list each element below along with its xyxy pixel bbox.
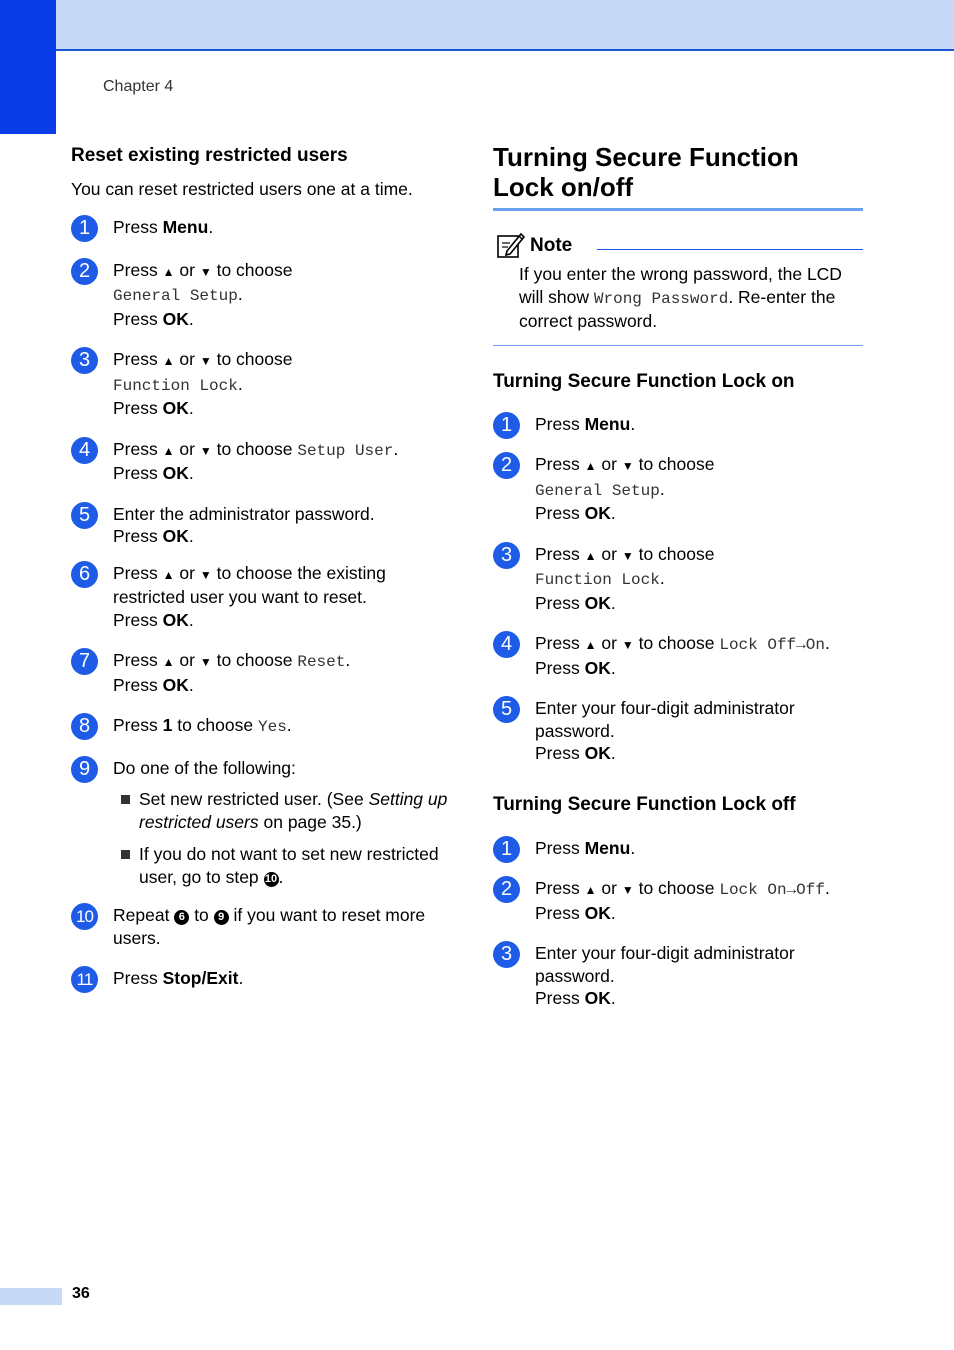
- step-number: 4: [71, 437, 98, 464]
- lcd-text: Setup User: [297, 441, 394, 460]
- chapter-tab: [0, 0, 56, 134]
- step-number: 3: [493, 542, 520, 569]
- up-arrow-icon: ▲: [584, 459, 597, 473]
- up-arrow-icon: ▲: [584, 548, 597, 563]
- step: 11 Press Stop/Exit.: [71, 967, 451, 990]
- step: 3 Enter your four-digit administrator password. Press OK.: [493, 942, 863, 1010]
- up-arrow-icon: ▲: [162, 443, 175, 458]
- step-number: 1: [493, 836, 520, 863]
- step: 9 Do one of the following: Set new restricted user. (See Setting up restricted users on page 35.) If you do not want to set new restricted user, go to step 10.: [71, 757, 451, 889]
- step: 4 Press ▲ or ▼ to choose Setup User. Press OK.: [71, 438, 451, 485]
- note-pencil-icon: [496, 231, 526, 259]
- footer-band: [0, 1288, 62, 1305]
- step: 2 Press ▲ or ▼ to choose Lock On→Off. Press OK.: [493, 877, 863, 924]
- lcd-text: Function Lock: [535, 571, 660, 589]
- step: 10 Repeat 6 to 9 if you want to reset more users.: [71, 904, 451, 949]
- step-number: 3: [493, 941, 520, 968]
- down-arrow-icon: ▼: [621, 883, 634, 897]
- lcd-text: Function Lock: [113, 376, 238, 395]
- step-number: 3: [71, 347, 98, 374]
- down-arrow-icon: ▼: [199, 264, 212, 279]
- note-title: Note: [530, 235, 573, 256]
- lcd-text: Yes: [257, 718, 287, 736]
- page-number: 36: [72, 1285, 90, 1302]
- step: 1 Press Menu.: [493, 413, 863, 436]
- step: 6 Press ▲ or ▼ to choose the existing restricted user you want to reset. Press OK.: [71, 562, 451, 632]
- lcd-text: Lock On→Off: [719, 881, 825, 899]
- step-ref-icon: 6: [174, 910, 189, 925]
- step: 2 Press ▲ or ▼ to choose General Setup. Press OK.: [493, 453, 863, 525]
- down-arrow-icon: ▼: [199, 443, 212, 458]
- step-number: 1: [493, 412, 520, 439]
- step: 2 Press ▲ or ▼ to choose General Setup. Press OK.: [71, 259, 451, 331]
- step-number: 8: [71, 713, 98, 740]
- down-arrow-icon: ▼: [621, 459, 634, 473]
- down-arrow-icon: ▼: [199, 354, 212, 368]
- step-number: 7: [71, 648, 98, 675]
- down-arrow-icon: ▼: [621, 638, 634, 652]
- step: 7 Press ▲ or ▼ to choose Reset. Press OK.: [71, 649, 451, 696]
- lcd-text: General Setup: [535, 481, 660, 500]
- header-band: [0, 0, 954, 51]
- step-number: 10: [71, 903, 98, 930]
- reset-intro: You can reset restricted users one at a time.: [71, 179, 413, 199]
- step: 3 Press ▲ or ▼ to choose Function Lock. Press OK.: [493, 543, 863, 615]
- step-number: 5: [493, 696, 520, 723]
- left-column: [71, 144, 451, 990]
- lcd-text: Lock Off→On: [719, 636, 825, 654]
- step-ref-icon: 9: [214, 910, 229, 925]
- down-arrow-icon: ▼: [199, 655, 212, 669]
- note-bottom-rule: [493, 345, 863, 346]
- step-ref-icon: 10: [264, 872, 278, 885]
- note-text: If you enter the wrong password, the LCD will show Wrong Password. Re-enter the correct password.: [519, 264, 842, 331]
- bullet-square-icon: [121, 795, 130, 804]
- step-number: 2: [71, 258, 98, 285]
- step: 5 Enter your four-digit administrator password. Press OK.: [493, 697, 863, 765]
- step: 3 Press ▲ or ▼ to choose Function Lock. Press OK.: [71, 348, 451, 420]
- step-number: 11: [71, 966, 98, 993]
- lcd-text: Wrong Password: [593, 289, 729, 308]
- step: 1 Press Menu.: [493, 837, 863, 860]
- bullet-item: If you do not want to set new restricted user, go to step 10.: [113, 843, 451, 888]
- up-arrow-icon: ▲: [162, 567, 175, 582]
- step-number: 4: [493, 631, 520, 658]
- bullet-item: Set new restricted user. (See Setting up restricted users on page 35.): [113, 788, 451, 833]
- step-number: 2: [493, 876, 520, 903]
- lcd-text: Reset: [297, 653, 346, 671]
- up-arrow-icon: ▲: [584, 883, 597, 897]
- section-title: Turning Secure Function Lock on/off: [493, 142, 799, 202]
- step: 8 Press 1 to choose Yes.: [71, 714, 451, 739]
- step-number: 9: [71, 756, 98, 783]
- reset-users-heading: Reset existing restricted users: [71, 145, 348, 166]
- step-number: 5: [71, 502, 98, 529]
- lock-on-heading: Turning Secure Function Lock on: [493, 370, 795, 392]
- lock-off-heading: Turning Secure Function Lock off: [493, 793, 796, 815]
- step-number: 6: [71, 561, 98, 588]
- up-arrow-icon: ▲: [584, 638, 597, 652]
- note-rule: [597, 249, 863, 250]
- down-arrow-icon: ▼: [621, 548, 634, 563]
- title-rule: [493, 208, 863, 211]
- note-box: [493, 231, 863, 261]
- step-number: 1: [71, 215, 98, 242]
- step: 5 Enter the administrator password. Press OK.: [71, 503, 451, 548]
- lcd-text: General Setup: [113, 287, 238, 305]
- up-arrow-icon: ▲: [162, 354, 175, 368]
- right-column: [493, 142, 863, 1010]
- down-arrow-icon: ▼: [199, 567, 212, 582]
- chapter-label: Chapter 4: [103, 78, 174, 95]
- bullet-square-icon: [121, 850, 130, 859]
- up-arrow-icon: ▲: [162, 264, 175, 279]
- step: 4 Press ▲ or ▼ to choose Lock Off→On. Press OK.: [493, 632, 863, 679]
- up-arrow-icon: ▲: [162, 655, 175, 669]
- step: 1 Press Menu.: [71, 216, 451, 239]
- step-number: 2: [493, 452, 520, 479]
